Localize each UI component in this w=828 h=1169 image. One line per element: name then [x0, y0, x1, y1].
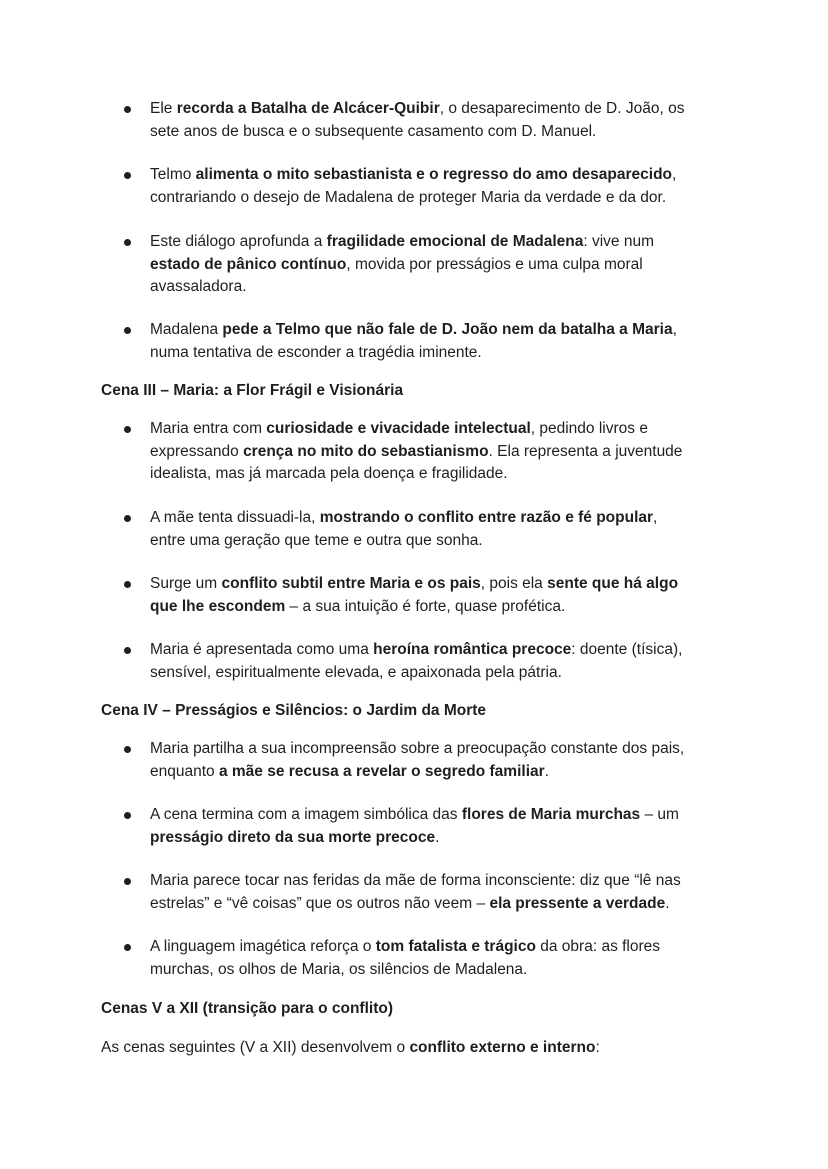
- text-line: [150, 761, 740, 784]
- text: ,: [672, 166, 677, 183]
- text-line: [150, 530, 740, 553]
- text-line: [150, 98, 740, 121]
- text: ,: [672, 321, 677, 338]
- text: Maria entra com: [150, 420, 267, 437]
- bullet-icon: [124, 581, 131, 588]
- text: A linguagem imagética reforça o: [150, 938, 376, 955]
- bullet-icon: [124, 812, 131, 819]
- bold-text: ela pressente a verdade: [489, 894, 666, 912]
- text: Madalena: [150, 321, 223, 338]
- text: murchas, os olhos de Maria, os silêncios de Madalena.: [150, 960, 528, 978]
- text-line: [150, 231, 740, 254]
- text-line: [150, 662, 740, 685]
- text-line: [150, 342, 740, 365]
- text: ,: [653, 509, 658, 526]
- list-item-text: [150, 319, 740, 364]
- bullet-icon: [124, 746, 131, 753]
- list-item-text: [150, 936, 740, 981]
- text: , o desaparecimento de D. João, os: [439, 100, 685, 117]
- text: avassaladora.: [150, 278, 247, 295]
- text-line: [150, 959, 740, 982]
- text: numa tentativa de esconder a tragédia iminente.: [150, 343, 482, 361]
- text: Maria parece tocar nas feridas da mãe de forma inconsciente: diz que “lê nas: [150, 872, 681, 889]
- text: – um: [640, 806, 679, 823]
- text: entre uma geração que teme e outra que sonha.: [150, 531, 483, 549]
- bold-text: estado de pânico contínuo: [150, 255, 347, 273]
- bold-text: a mãe se recusa a revelar o segredo familiar: [218, 762, 545, 780]
- text: .: [665, 894, 670, 912]
- text-line: [150, 441, 740, 464]
- bold-text: flores de Maria murchas: [461, 806, 641, 823]
- bullet-icon: [124, 172, 131, 179]
- bullet-icon: [124, 944, 131, 951]
- text: enquanto: [150, 762, 219, 780]
- text-line: [150, 827, 740, 850]
- text-line: [150, 276, 740, 299]
- section-heading-cena-3: Cena III – Maria: a Flor Frágil e Visionária: [101, 382, 404, 399]
- bold-text: pede a Telmo que não fale de D. João nem da batalha a Maria: [222, 321, 673, 338]
- text: , movida por presságios e uma culpa moral: [346, 255, 643, 273]
- list-item-text: [150, 98, 740, 143]
- text: , pedindo livros e: [530, 420, 648, 437]
- list-item-text: [150, 639, 740, 684]
- bold-text: crença no mito do sebastianismo: [243, 442, 489, 460]
- list-item-text: [150, 870, 740, 915]
- bold-text: conflito subtil entre Maria e os pais: [221, 575, 481, 592]
- text-line: [150, 121, 740, 144]
- section-heading-cena-4: Cena IV – Presságios e Silêncios: o Jardim da Morte: [101, 702, 487, 719]
- bold-text: tom fatalista e trágico: [375, 938, 536, 955]
- text-line: [150, 639, 740, 662]
- bold-text: curiosidade e vivacidade intelectual: [266, 420, 531, 437]
- text-line: [150, 738, 740, 761]
- text: A cena termina com a imagem simbólica das: [150, 806, 462, 823]
- text: contrariando o desejo de Madalena de proteger Maria da verdade e da dor.: [150, 188, 667, 206]
- bold-text: que lhe escondem: [150, 597, 286, 615]
- intro-paragraph: [101, 1037, 741, 1059]
- bullet-icon: [124, 327, 131, 334]
- list-item-text: [150, 507, 740, 552]
- bold-text: fragilidade emocional de Madalena: [326, 233, 584, 250]
- text: .: [544, 762, 549, 780]
- bold-text: alimenta o mito sebastianista e o regresso do amo desaparecido: [195, 166, 673, 183]
- text: idealista, mas já marcada pela doença e fragilidade.: [150, 465, 508, 482]
- section-heading-cenas-5-12: Cenas V a XII (transição para o conflito): [101, 1000, 393, 1017]
- text-line: [150, 507, 740, 530]
- text-line: [150, 936, 740, 959]
- text: Telmo: [150, 166, 196, 183]
- text: Este diálogo aprofunda a: [150, 233, 327, 250]
- list-item-text: [150, 573, 740, 618]
- text: Maria partilha a sua incompreensão sobre a preocupação constante dos pais,: [150, 740, 685, 757]
- text-line: [150, 254, 740, 277]
- list-item-text: [150, 231, 740, 299]
- bullet-icon: [124, 106, 131, 113]
- text: da obra: as flores: [535, 938, 661, 955]
- text-line: [150, 804, 740, 827]
- text: – a sua intuição é forte, quase profética.: [285, 597, 566, 615]
- text-line: [150, 187, 740, 210]
- bold-text: mostrando o conflito entre razão e fé popular: [319, 509, 654, 526]
- text: estrelas” e “vê coisas” que os outros não veem –: [150, 894, 490, 912]
- bold-text: recorda a Batalha de Alcácer-Quibir: [176, 100, 440, 117]
- list-item-text: [150, 738, 740, 783]
- bullet-icon: [124, 426, 131, 433]
- text: . Ela representa a juventude: [488, 442, 683, 460]
- text: , pois ela: [480, 575, 548, 592]
- bullet-icon: [124, 647, 131, 654]
- text-line: [150, 893, 740, 916]
- bold-text: heroína romântica precoce: [373, 641, 572, 658]
- text: : doente (tísica),: [571, 641, 683, 658]
- text: Surge um: [150, 575, 222, 592]
- text-line: [150, 418, 740, 441]
- bullet-icon: [124, 515, 131, 522]
- text: A mãe tenta dissuadi-la,: [150, 509, 320, 526]
- text: sensível, espiritualmente elevada, e apaixonada pela pátria.: [150, 663, 562, 681]
- text-line: [150, 463, 740, 486]
- bold-text: sente que há algo: [547, 575, 679, 592]
- list-item-text: [150, 804, 740, 849]
- text: sete anos de busca e o subsequente casamento com D. Manuel.: [150, 122, 597, 140]
- text: As cenas seguintes (V a XII) desenvolvem o: [101, 1039, 410, 1056]
- text: expressando: [150, 442, 244, 460]
- text-line: [150, 319, 740, 342]
- bold-text: presságio direto da sua morte precoce: [150, 828, 436, 846]
- text-line: [150, 596, 740, 619]
- text-line: [150, 573, 740, 596]
- bullet-icon: [124, 878, 131, 885]
- text: :: [595, 1039, 600, 1056]
- bullet-icon: [124, 239, 131, 246]
- bold-text: conflito externo e interno: [409, 1039, 596, 1056]
- text-line: [150, 164, 740, 187]
- text: .: [435, 828, 440, 846]
- text-line: [150, 870, 740, 893]
- text: Maria é apresentada como uma: [150, 641, 374, 658]
- text: : vive num: [583, 233, 654, 250]
- list-item-text: [150, 164, 740, 209]
- text: Ele: [150, 100, 177, 117]
- list-item-text: [150, 418, 740, 486]
